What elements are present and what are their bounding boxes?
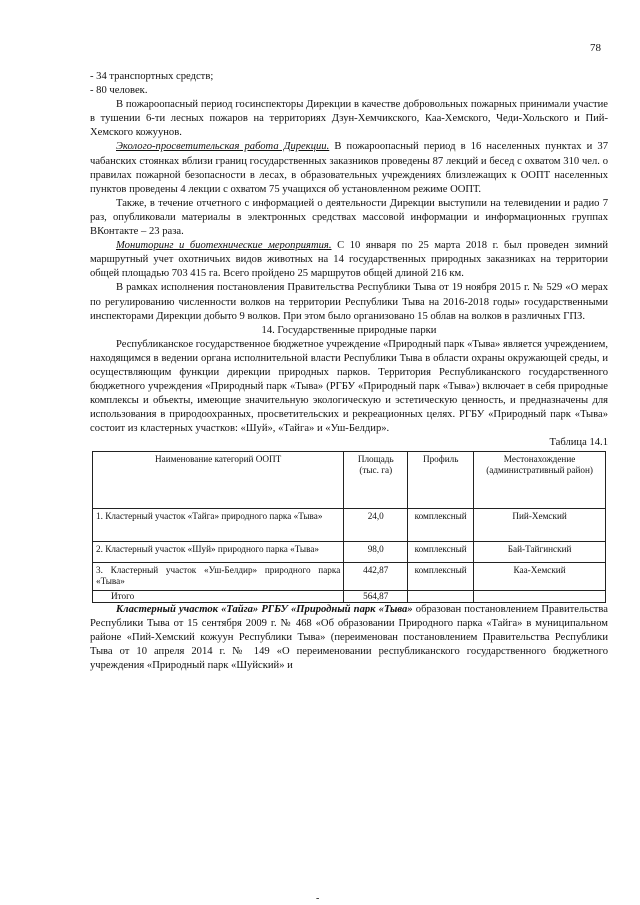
table-cell: 2. Кластерный участок «Шуй» природного парка «Тыва» (93, 541, 344, 562)
page-number: 78 (590, 42, 601, 54)
paragraph-media: Также, в течение отчетного с информацией о деятельности Дирекции выступили на телевидении и радио 7 раз, опубликовали материалы в электронных средствах массовой информации и информационных группах ВКонтакте – 23 раза. (90, 197, 608, 238)
table-cell: 24,0 (344, 508, 408, 541)
paragraph-text: образован постановлением Правительства Республики Тыва от 15 сентября 2009 г. № 468 «Об образовании Природного парка «Тайга» в муниципальном районе «Пий-Хемский кожуун Республики Тыва» (переименован постановлением Правительства Республики Тыва от 10 апреля 2014 г. № 149 «О переименовании республиканского государственного бюджетного учреждения «Природный парк «Шуйский» и (90, 604, 608, 672)
section-title-monitoring: Мониторинг и биотехнические мероприятия. (116, 240, 332, 252)
table-cell: 1. Кластерный участок «Тайга» природного парка «Тыва» (93, 508, 344, 541)
footer-mark: - (316, 893, 320, 904)
table-cell: 442,87 (344, 562, 408, 590)
table-total-label: Итого (93, 590, 344, 603)
table-cell: 98,0 (344, 541, 408, 562)
table-total-row (93, 590, 606, 603)
document-body (90, 70, 608, 674)
table-header: Профиль (408, 451, 474, 508)
table-caption: Таблица 14.1 (549, 437, 608, 449)
table-header: Наименование категорий ООПТ (93, 451, 344, 508)
paragraph-text: В пожароопасный период в 16 населенных пунктах и 37 чабанских стоянках вблизи границ государственных заказников проведены 87 лекций и бесед с охватом 310 чел. о правилах пожарной безопасности в лесах, в образовательных учреждениях близлежащих к ООПТ населенных пунктов проведены 4 лекции с охватом 75 учащихся об установленном режиме ООПТ. (90, 141, 609, 195)
paragraph-park-description: Республиканское государственное бюджетное учреждение «Природный парк «Тыва» является учреждением, находящимся в ведении органа исполнительной власти Республики Тыва в области охраны окружающей среды, и осуществляющим функции дирекции природных парков. Территория Республиканского государственного бюджетного учреждения «Природный парк «Тыва» (РГБУ «Природный парк «Тыва») включает в себя природные комплексы и объекты, имеющие значительную экологическую и эстетическую ценность, и предназначены для использования в природоохранных, просветительских и рекреационных целях. РГБУ «Природный парк «Тыва» состоит из кластерных участков: «Шуй», «Тайга» и «Уш-Белдир». (90, 338, 608, 435)
parks-table (92, 451, 606, 604)
table-cell: Каа-Хемский (474, 562, 606, 590)
paragraph-taiga (90, 603, 608, 673)
table-row (93, 508, 606, 541)
table-cell: комплексный (408, 541, 474, 562)
paragraph-monitoring (90, 239, 608, 281)
table-total-value: 564,87 (344, 590, 408, 603)
table-cell: комплексный (408, 508, 474, 541)
table-cell: 3. Кластерный участок «Уш-Белдир» природного парка «Тыва» (93, 562, 344, 590)
table-cell: Пий-Хемский (474, 508, 606, 541)
section-title-taiga: Кластерный участок «Тайга» РГБУ «Природный парк «Тыва» (116, 604, 413, 616)
paragraph-wolves: В рамках исполнения постановления Правительства Республики Тыва от 19 ноября 2015 г. № 529 «О мерах по регулированию численности волков на территории Республики Тыва на 2016-2018 годы» государственными инспекторами Дирекции добыто 9 волков. При этом было организовано 15 облав на волков в различных ГПЗ. (90, 282, 608, 322)
table-cell-empty (474, 590, 606, 603)
table-header: Площадь (тыс. га) (344, 451, 408, 508)
table-header: Местонахождение (административный район) (474, 451, 606, 508)
table-cell: Бай-Тайгинский (474, 541, 606, 562)
list-item: - 34 транспортных средств; (90, 71, 214, 82)
table-row (93, 541, 606, 562)
table-cell: комплексный (408, 562, 474, 590)
section-title-education: Эколого-просветительская работа Дирекции. (116, 141, 330, 153)
paragraph-education (90, 140, 608, 196)
paragraph-fire-activity: В пожароопасный период госинспекторы Дирекции в качестве добровольных пожарных принимали участие в тушении 6-ти лесных пожаров на территориях Дзун-Хемчикского, Каа-Хемского, Чеди-Хольского и Пий-Хемского кожуунов. (90, 99, 608, 139)
list-item: - 80 человек. (90, 85, 148, 97)
paragraph-text: С 10 января по 25 марта 2018 г. был проведен зимний маршрутный учет охотничьих видов животных на 14 государственных природных заказниках на территории общей площадью 703 415 га. Всего пройдено 25 маршрутов общей длиной 216 км. (90, 240, 609, 280)
table-header-row (93, 451, 606, 508)
table-row (93, 562, 606, 590)
table-cell-empty (408, 590, 474, 603)
section-heading: 14. Государственные природные парки (261, 324, 437, 336)
